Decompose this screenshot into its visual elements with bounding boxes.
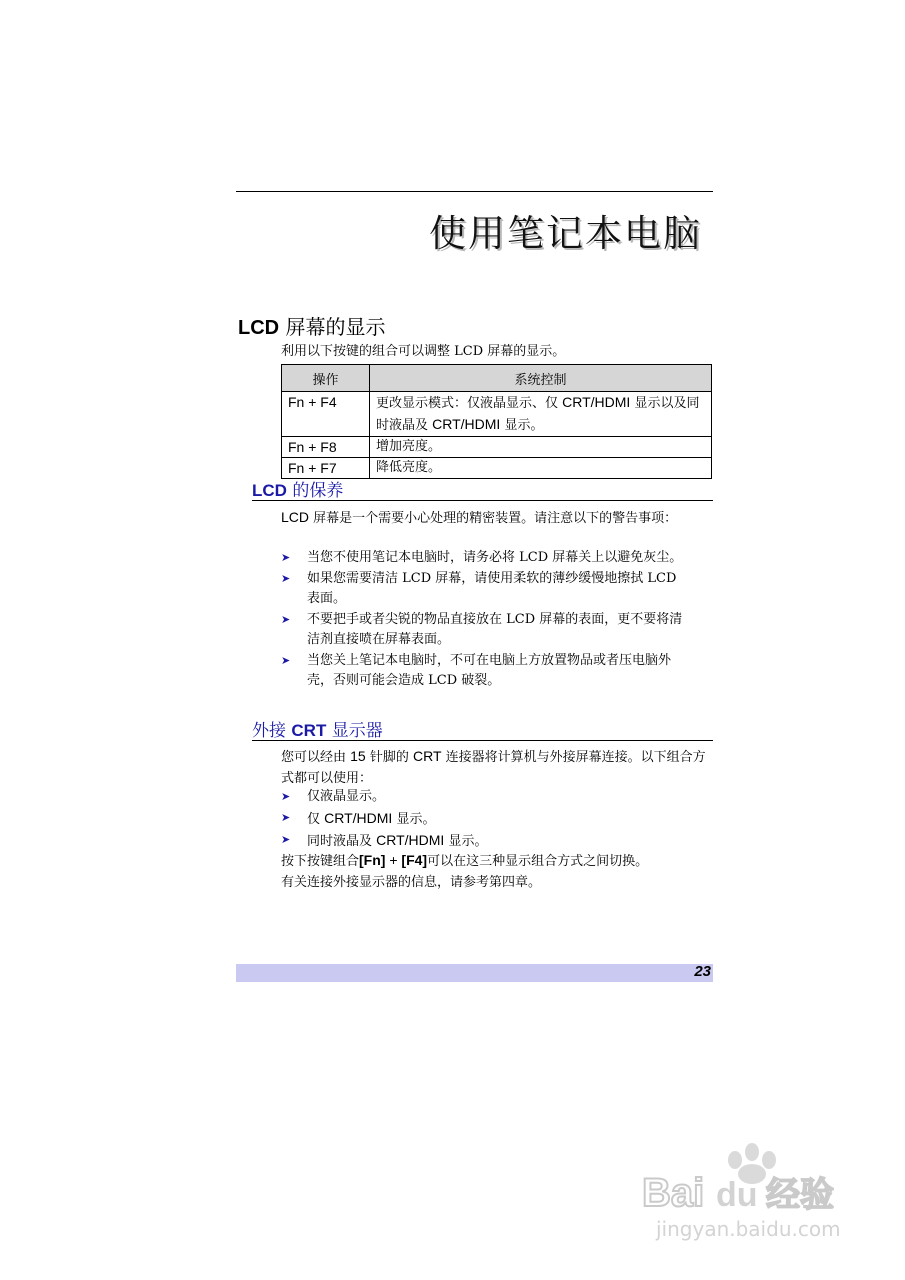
desc-text: 显示。	[500, 418, 544, 433]
crt-intro-crt: CRT	[412, 748, 442, 764]
table-cell-key: Fn + F7	[282, 458, 370, 479]
list-item-text: 仅液晶显示。	[307, 789, 386, 804]
section-intro: 利用以下按键的组合可以调整 LCD 屏幕的显示。	[281, 344, 566, 359]
watermark-jingyan: 经验	[766, 1175, 834, 1215]
table-cell-key: Fn + F4	[282, 392, 370, 437]
f4-key-label: [F4]	[401, 852, 428, 868]
arrow-bullet-icon: ➤	[281, 653, 291, 667]
list-item-text: 显示。	[392, 811, 436, 827]
lcd-care-bullet-list	[281, 548, 686, 692]
list-item-text: 显示。	[444, 834, 488, 849]
watermark-du: du	[716, 1176, 758, 1214]
watermark-bai: Bai	[642, 1171, 705, 1215]
table-cell-desc: 增加亮度。	[370, 437, 712, 458]
crt-outro	[281, 850, 713, 893]
arrow-bullet-icon: ➤	[281, 571, 291, 585]
table-header-system-control: 系统控制	[370, 365, 712, 392]
crt-rule	[252, 740, 713, 741]
lcd-care-intro-text: 屏幕是一个需要小心处理的精密装置。请注意以下的警告事项：	[309, 511, 678, 526]
desc-text: 显示以及同时液晶及	[376, 396, 700, 433]
table-header-operation: 操作	[282, 365, 370, 392]
page-number: 23	[694, 963, 711, 980]
desc-text-crt: CRT/HDMI	[432, 416, 501, 432]
list-item-crt: CRT/HDMI	[324, 809, 393, 826]
arrow-bullet-icon: ➤	[281, 810, 291, 824]
crt-intro-text: 连接器将计算机与外接屏幕连接。以下组合方式都可以使用：	[281, 750, 706, 786]
crt-intro-text: 针脚的	[365, 750, 413, 765]
section-title-rest: 屏幕的显示	[279, 315, 386, 339]
crt-intro-pins: 15	[350, 748, 366, 764]
list-item-text: 如果您需要清洁 LCD 屏幕，请使用柔软的薄纱缓慢地擦拭 LCD 表面。	[307, 570, 677, 606]
crt-heading-post: 显示器	[326, 721, 383, 741]
lcd-care-rule	[252, 500, 713, 501]
top-rule	[236, 191, 713, 192]
crt-heading-pre: 外接	[252, 721, 292, 741]
table-cell-desc: 降低亮度。	[370, 458, 712, 479]
table-row	[282, 392, 712, 437]
key-combination-table	[281, 364, 712, 479]
list-item-text: 同时液晶及	[307, 834, 377, 849]
lcd-care-heading-bold: LCD	[252, 481, 287, 500]
lcd-care-intro-lcd: LCD	[281, 509, 310, 525]
arrow-bullet-icon: ➤	[281, 790, 291, 803]
table-row	[282, 437, 712, 458]
list-item	[281, 610, 686, 651]
list-item-text: 当您关上笔记本电脑时，不可在电脑上方放置物品或者压电脑外壳，否则可能会造成 LCD 破裂。	[307, 652, 672, 688]
arrow-bullet-icon: ➤	[281, 551, 291, 564]
crt-heading	[252, 716, 383, 741]
list-item	[281, 548, 686, 569]
chapter-title: 使用笔记本电脑	[429, 212, 702, 255]
crt-intro-text: 您可以经由	[281, 750, 351, 765]
lcd-care-heading	[252, 476, 343, 501]
list-item-crt: CRT/HDMI	[376, 832, 445, 848]
crt-outro-text: 可以在这三种显示组合方式之间切换。	[427, 854, 649, 869]
list-item	[281, 569, 686, 610]
table-cell-key: Fn + F8	[282, 437, 370, 458]
list-item-text: 仅	[307, 811, 325, 827]
lcd-care-heading-rest: 的保养	[286, 481, 344, 501]
desc-text-crt: CRT/HDMI	[562, 394, 631, 410]
section-title-bold: LCD	[238, 317, 280, 339]
list-item	[281, 787, 713, 808]
baidu-watermark-logo	[640, 1140, 880, 1250]
crt-bullet-list	[281, 787, 713, 853]
watermark-url: jingyan.baidu.com	[656, 1217, 841, 1241]
crt-heading-bold: CRT	[291, 721, 327, 740]
fn-key-label: [Fn]	[359, 852, 386, 868]
crt-outro-line2: 有关连接外接显示器的信息，请参考第四章。	[281, 874, 542, 890]
arrow-bullet-icon: ➤	[281, 833, 291, 846]
crt-intro	[281, 746, 713, 789]
footer-bar	[236, 964, 713, 982]
arrow-bullet-icon: ➤	[281, 612, 291, 626]
desc-text: 更改显示模式：仅液晶显示、仅	[376, 396, 563, 411]
list-item	[281, 808, 713, 831]
plus-sign: +	[385, 852, 402, 868]
list-item-text: 当您不使用笔记本电脑时，请务必将 LCD 屏幕关上以避免灰尘。	[307, 550, 683, 565]
list-item	[281, 651, 686, 692]
crt-outro-text: 按下按键组合	[281, 854, 360, 869]
section-title	[238, 311, 385, 340]
table-header-row	[282, 365, 712, 392]
table-cell-desc	[370, 392, 712, 437]
list-item-text: 不要把手或者尖锐的物品直接放在 LCD 屏幕的表面，更不要将清洁剂直接喷在屏幕表面。	[307, 611, 683, 647]
table-row	[282, 458, 712, 479]
lcd-care-intro	[281, 507, 713, 530]
